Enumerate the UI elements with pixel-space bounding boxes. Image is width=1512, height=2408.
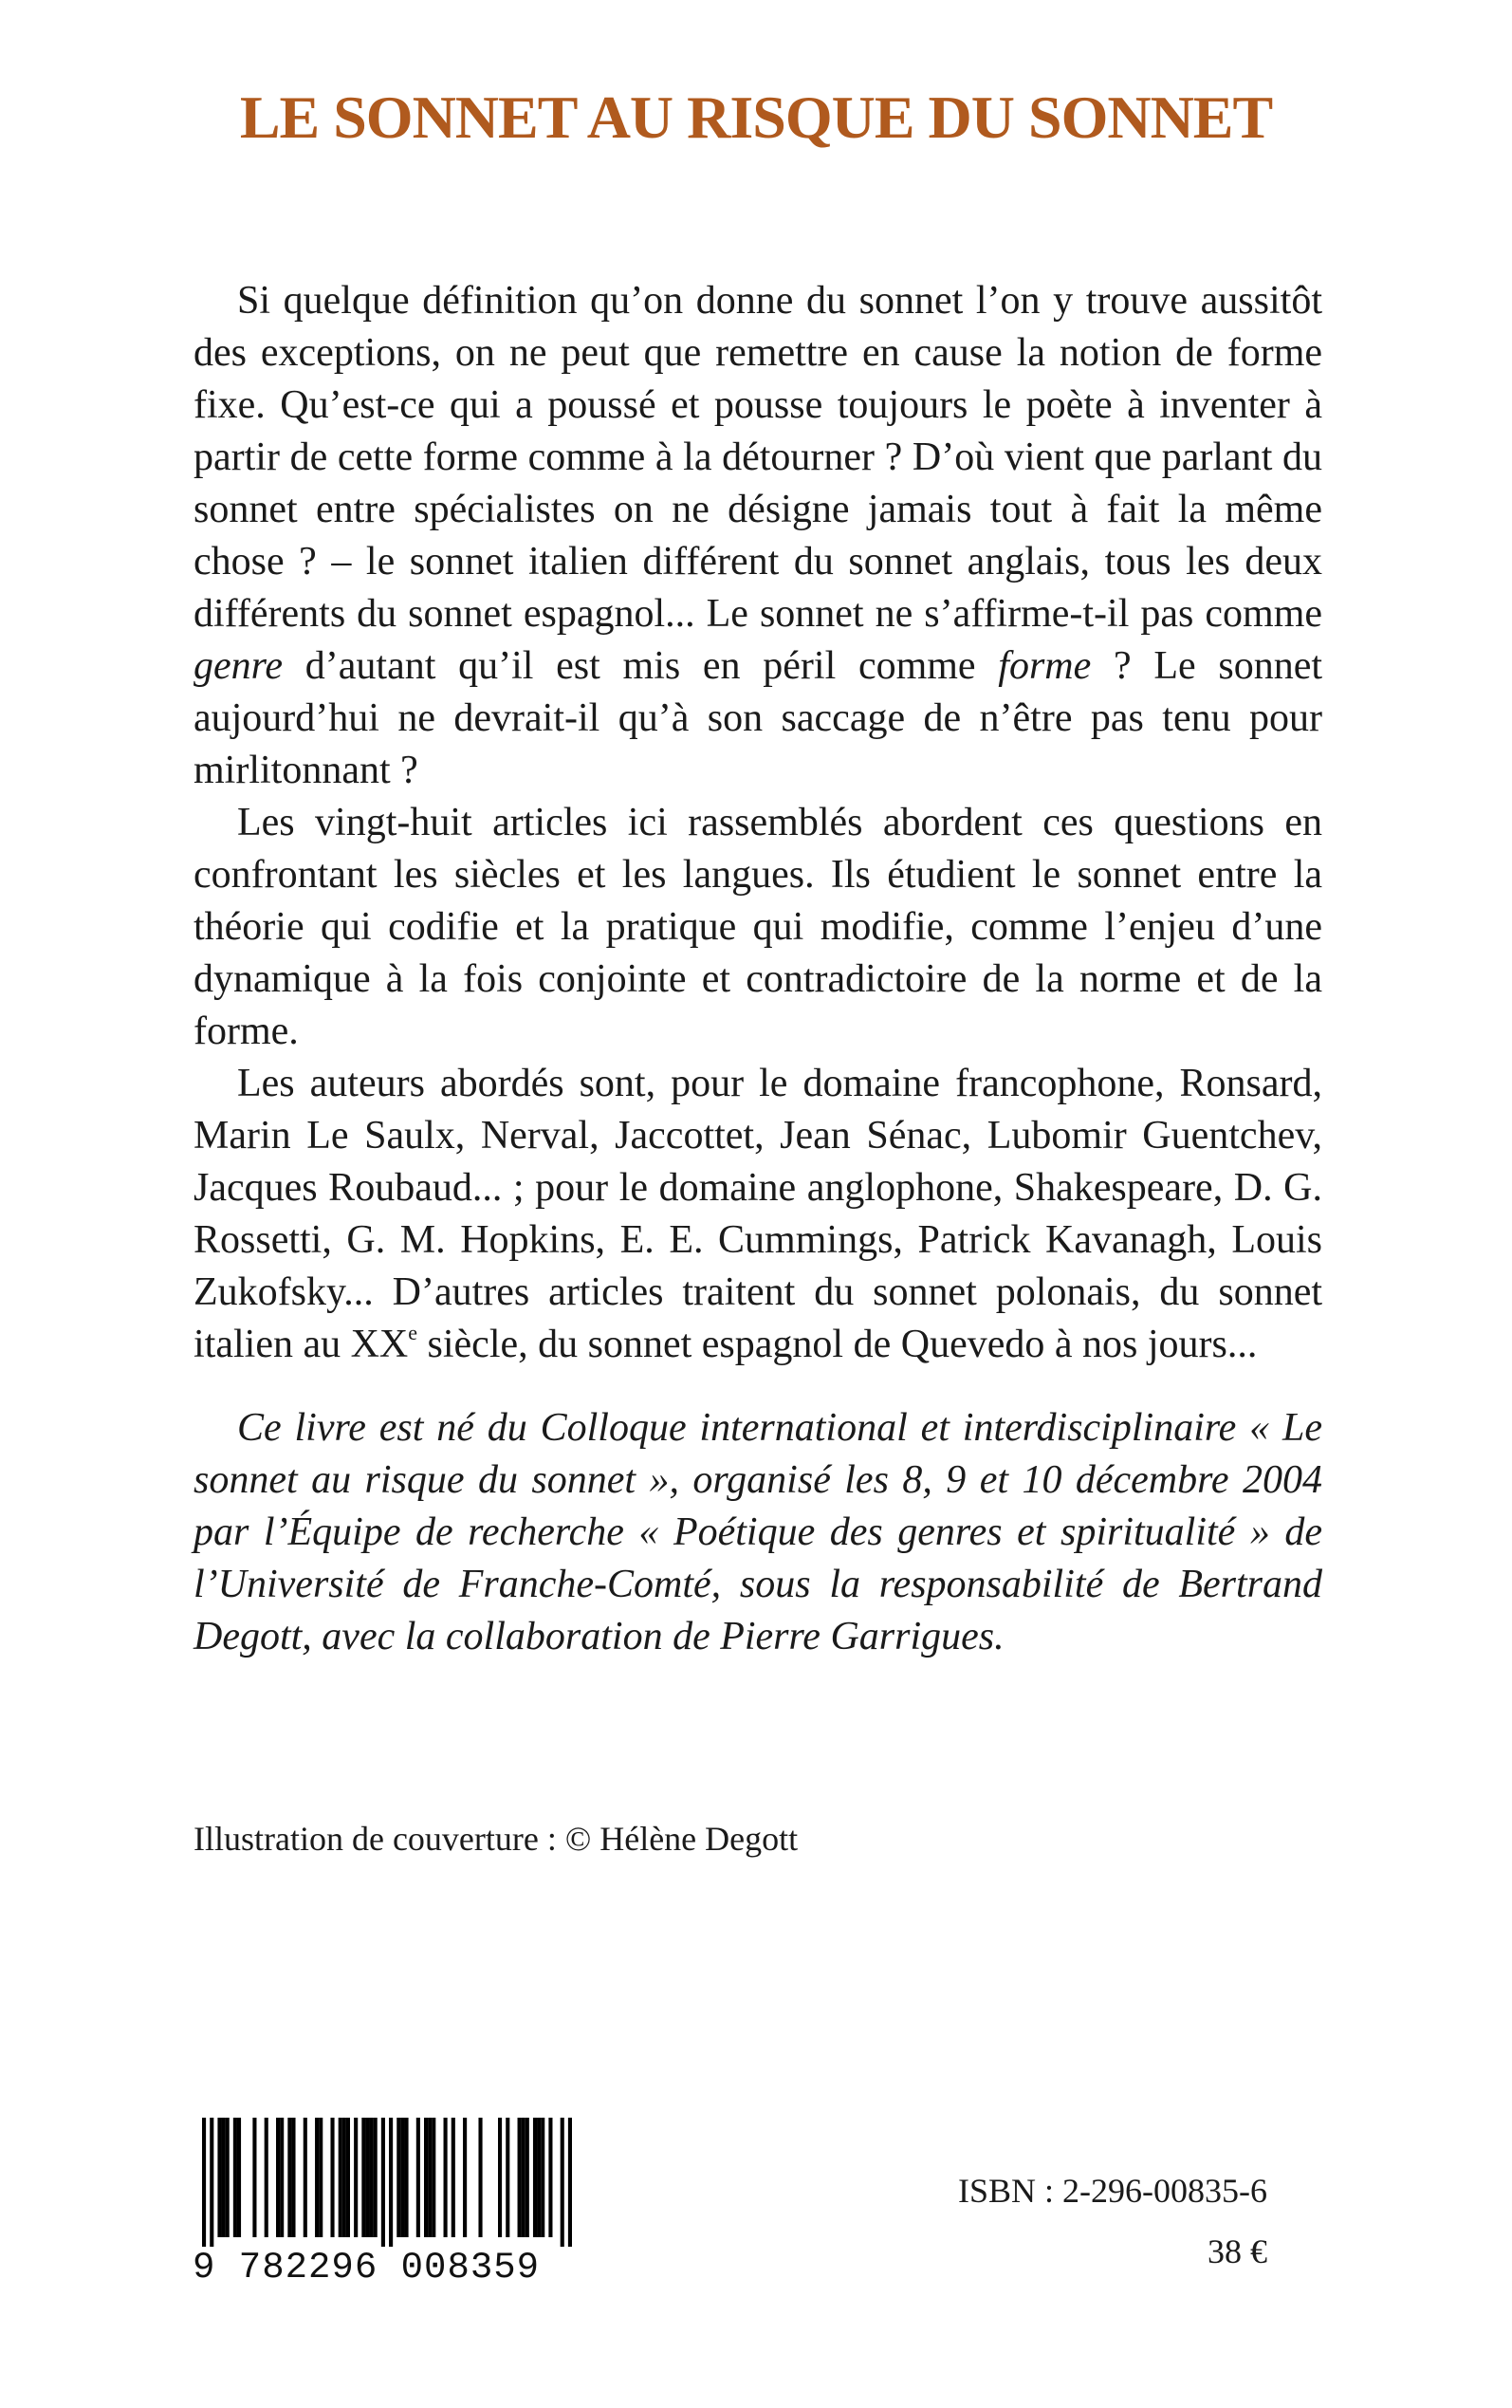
barcode-bar xyxy=(319,2118,323,2237)
barcode-bar xyxy=(561,2118,564,2247)
barcode-bar xyxy=(217,2118,221,2237)
barcode-bar xyxy=(374,2118,378,2237)
barcode-bar xyxy=(342,2118,346,2237)
paragraph-1 xyxy=(194,275,1322,797)
paragraph-1-part-b: d’autant qu’il est mis en péril comme xyxy=(304,644,976,688)
barcode-bar xyxy=(518,2118,522,2237)
barcode-bar xyxy=(541,2118,544,2237)
isbn: ISBN : 2-296-00835-6 xyxy=(958,2172,1267,2210)
superscript-e: e xyxy=(408,1321,418,1344)
barcode-bar xyxy=(210,2118,213,2247)
book-title: LE SONNET AU RISQUE DU SONNET xyxy=(239,83,1273,151)
paragraph-1-emphasis-forme: forme xyxy=(998,644,1092,688)
barcode-bars-icon xyxy=(202,2118,572,2247)
barcode-bar xyxy=(202,2118,206,2247)
barcode-bar xyxy=(452,2118,455,2237)
barcode-bar xyxy=(424,2118,428,2237)
paragraph-1-part-c: ? Le sonnet aujourd’hui ne devrait-il qu’à son saccage de n’être pas tenu pour mirlitonnant ? xyxy=(194,644,1323,792)
barcode-bar xyxy=(330,2118,334,2237)
barcode-bar xyxy=(365,2118,369,2237)
barcode-bar xyxy=(548,2118,552,2237)
barcode-bar xyxy=(381,2118,385,2247)
barcode-bar xyxy=(287,2118,291,2237)
barcode-bar xyxy=(463,2118,467,2237)
barcode-bar xyxy=(361,2118,365,2237)
barcode-digits: 9 782296 008359 xyxy=(193,2247,541,2288)
barcode-bar xyxy=(400,2118,404,2237)
barcode-bar xyxy=(428,2118,432,2237)
barcode-bar xyxy=(276,2118,280,2237)
barcode-bar xyxy=(533,2118,537,2237)
barcode-bar xyxy=(315,2118,319,2237)
barcode-bar xyxy=(370,2118,374,2237)
barcode-bar xyxy=(522,2118,526,2237)
paragraph-3-part-a: Les auteurs abordés sont, pour le domaine francophone, Ronsard, Marin Le Saulx, Nerval, Jaccottet, Jean Sénac, Lubomir Guentchev, Jacques Roubaud... ; pour le domaine anglophone, Shakespeare, D. G. Rossetti, G. M. Hopkins, E. E. Cummings, Patrick Kavanagh, Louis Zukofsky... D’autres articles traitent du sonnet polonais, du sonnet italien au XX xyxy=(194,1062,1322,1366)
barcode-bar xyxy=(506,2118,509,2237)
barcode-bar xyxy=(416,2118,420,2237)
barcode-bar xyxy=(226,2118,230,2237)
barcode-bar xyxy=(265,2118,268,2237)
illustration-credit: Illustration de couverture : © Hélène Degott xyxy=(194,1820,799,1858)
barcode-bar xyxy=(444,2118,448,2237)
barcode-bar xyxy=(526,2118,529,2237)
barcode-bar xyxy=(233,2118,237,2237)
paragraph-2: Les vingt-huit articles ici rassemblés abordent ces questions en confrontant les siècles et les langues. Ils étudient le sonnet entre la théorie qui codifie et la pratique qui modifie, comme l’enjeu d’une dynamique à la fois conjointe et contradictoire de la norme et de la forme. xyxy=(194,801,1322,1053)
barcode-bar xyxy=(389,2118,393,2247)
barcode-bar xyxy=(346,2118,350,2237)
barcode-bar xyxy=(498,2118,502,2237)
barcode-bar xyxy=(304,2118,307,2237)
barcode-bar xyxy=(404,2118,408,2237)
price: 38 € xyxy=(1208,2232,1267,2270)
paragraph-1-emphasis-genre: genre xyxy=(194,644,284,688)
barcode-bar xyxy=(396,2118,400,2237)
paragraph-3-part-b: siècle, du sonnet espagnol de Quevedo à nos jours... xyxy=(427,1323,1258,1366)
barcode-bar xyxy=(354,2118,358,2237)
barcode-bar xyxy=(568,2118,572,2247)
barcode-bar xyxy=(252,2118,256,2237)
barcode xyxy=(202,2118,572,2260)
barcode-bar xyxy=(237,2118,241,2237)
paragraph-3 xyxy=(194,1058,1322,1371)
barcode-bar xyxy=(222,2118,226,2237)
barcode-bar xyxy=(339,2118,342,2237)
paragraph-1-part-a: Si quelque définition qu’on donne du sonnet l’on y trouve aussitôt des exceptions, on ne peut que remettre en cause la notion de forme fixe. Qu’est-ce qui a poussé et pousse toujours le poète à inventer à partir de cette forme comme à la détourner ? D’où vient que parlant du sonnet entre spécialistes on ne désigne jamais tout à fait la même chose ? – le sonnet italien différent du sonnet anglais, tous les deux différents du sonnet espagnol... Le sonnet ne s’affirme-t-il pas comme xyxy=(194,279,1322,636)
back-cover-text xyxy=(194,275,1322,1371)
barcode-bar xyxy=(432,2118,435,2237)
barcode-bar xyxy=(478,2118,482,2237)
barcode-bar xyxy=(537,2118,541,2237)
colloque-note: Ce livre est né du Colloque international et interdisciplinaire « Le sonnet au risque du sonnet », organisé les 8, 9 et 10 décembre 2004 par l’Équipe de recherche « Poétique des genres et spiritualité » de l’Université de Franche-Comté, sous la responsabilité de Bertrand Degott, avec la collaboration de Pierre Garrigues. xyxy=(194,1406,1322,1658)
barcode-bar xyxy=(291,2118,295,2237)
barcode-bar xyxy=(280,2118,284,2237)
